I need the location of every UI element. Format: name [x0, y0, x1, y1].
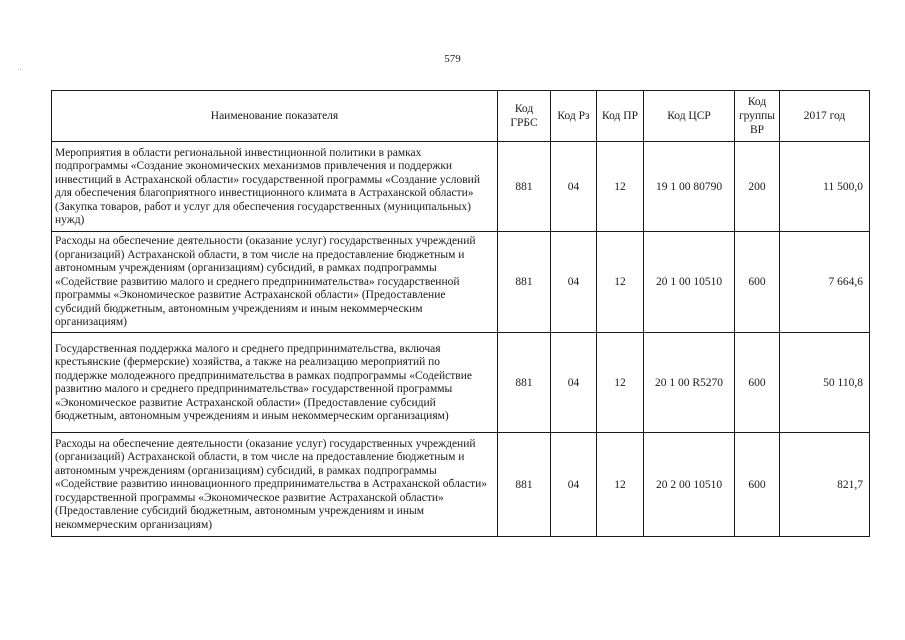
row-vr: 200: [735, 142, 780, 232]
row-grbs: 881: [498, 433, 551, 537]
header-rz: Код Рз: [551, 91, 597, 142]
row-csr: 20 1 00 R5270: [644, 333, 735, 433]
row-csr: 19 1 00 80790: [644, 142, 735, 232]
table-row: [52, 142, 870, 232]
row-csr: 20 2 00 10510: [644, 433, 735, 537]
scan-speck: [20, 69, 21, 70]
row-grbs: 881: [498, 333, 551, 433]
row-vr: 600: [735, 333, 780, 433]
row-pr: 12: [597, 433, 644, 537]
row-grbs: 881: [498, 142, 551, 232]
table-header-row: [52, 91, 870, 142]
row-rz: 04: [551, 142, 597, 232]
header-name: Наименование показателя: [52, 91, 498, 142]
header-pr: Код ПР: [597, 91, 644, 142]
table-row: [52, 232, 870, 333]
header-year: 2017 год: [780, 91, 870, 142]
row-rz: 04: [551, 433, 597, 537]
budget-table: [51, 90, 870, 537]
row-pr: 12: [597, 232, 644, 333]
table-row: [52, 333, 870, 433]
row-vr: 600: [735, 232, 780, 333]
page-number: 579: [444, 53, 461, 65]
row-amount: 11 500,0: [780, 142, 870, 232]
row-name: Расходы на обеспечение деятельности (оказание услуг) государственных учреждений (организаций) Астраханской области, в том числе на предоставление бюджетным и автономным учреждениям (организациям) субсидий, в рамках подпрограммы «Содействие развитию инновационного предпринимательства в Астраханской области» государственной программы «Экономическое развитие Астраханской области» (Предоставление субсидий бюджетным, автономным учреждениям и иным некоммерческим организациям): [52, 433, 498, 537]
row-amount: 7 664,6: [780, 232, 870, 333]
row-name: Мероприятия в области региональной инвестиционной политики в рамках подпрограммы «Создание экономических механизмов привлечения и поддержки инвестиций в Астраханской области» государственной программы «Создание условий для обеспечения благоприятного инвестиционного климата в Астраханской области» (Закупка товаров, работ и услуг для обеспечения государственных (муниципальных) нужд): [52, 142, 498, 232]
row-pr: 12: [597, 142, 644, 232]
header-vr: Код группы ВР: [735, 91, 780, 142]
row-amount: 50 110,8: [780, 333, 870, 433]
row-name: Расходы на обеспечение деятельности (оказание услуг) государственных учреждений (организаций) Астраханской области, в том числе на предоставление бюджетным и автономным учреждениям (организациям) субсидий, в рамках подпрограммы «Содействие развитию малого и среднего предпринимательства» государственной программы «Экономическое развитие Астраханской области» (Предоставление субсидий бюджетным, автономным учреждениям и иным некоммерческим организациям): [52, 232, 498, 333]
header-csr: Код ЦСР: [644, 91, 735, 142]
row-pr: 12: [597, 333, 644, 433]
row-grbs: 881: [498, 232, 551, 333]
row-name: Государственная поддержка малого и среднего предпринимательства, включая крестьянские (фермерские) хозяйства, а также на реализацию мероприятий по поддержке молодежного предпринимательства в рамках подпрограммы «Содействие развитию малого и среднего предпринимательства» государственной программы «Экономическое развитие Астраханской области» (Предоставление субсидий бюджетным, автономным учреждениям и иным некоммерческим организациям): [52, 333, 498, 433]
table-row: [52, 433, 870, 537]
row-rz: 04: [551, 333, 597, 433]
row-rz: 04: [551, 232, 597, 333]
header-grbs: Код ГРБС: [498, 91, 551, 142]
row-amount: 821,7: [780, 433, 870, 537]
row-vr: 600: [735, 433, 780, 537]
row-csr: 20 1 00 10510: [644, 232, 735, 333]
